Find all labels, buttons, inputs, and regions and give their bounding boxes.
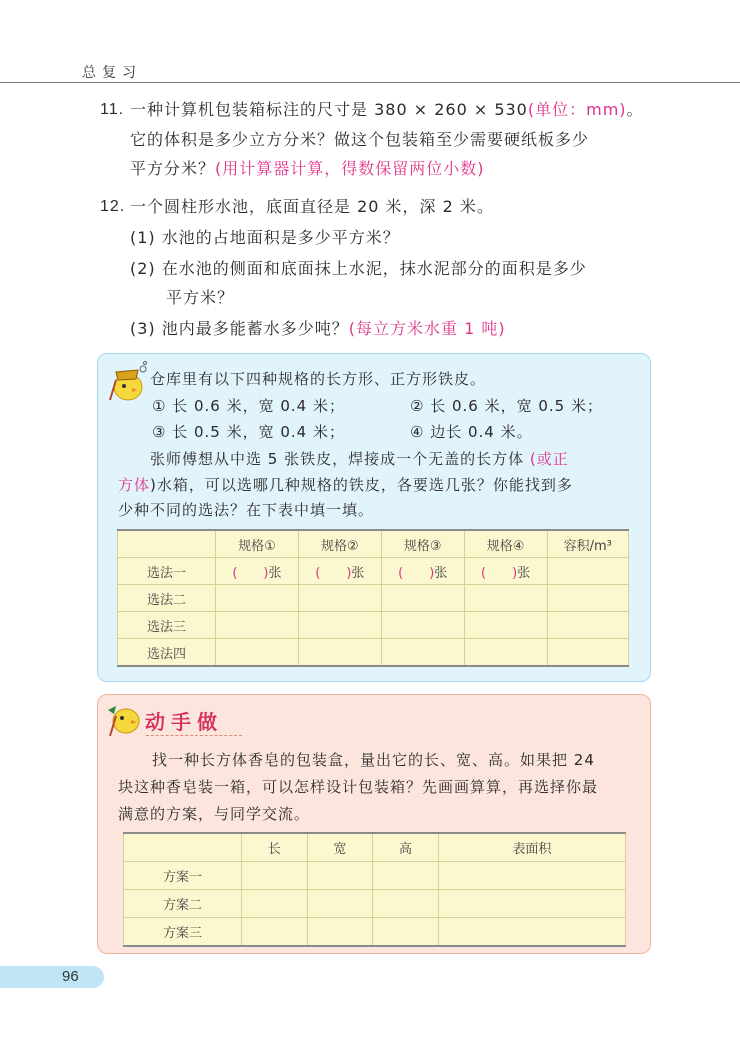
count-cell[interactable] xyxy=(298,612,381,639)
hands-on-heading: 动手做 xyxy=(145,710,223,734)
pink-p2: 块这种香皂装一箱，可以怎样设计包装箱？先画画算算，再选择你最 xyxy=(118,778,599,796)
thinking-chick-icon xyxy=(104,360,148,404)
table-row xyxy=(124,862,626,890)
chick-mascot-icon xyxy=(104,702,144,738)
count-cell[interactable] xyxy=(464,612,547,639)
count-cell[interactable] xyxy=(216,558,299,585)
q11-line3 xyxy=(130,156,485,182)
value-cell[interactable] xyxy=(438,918,625,947)
table-header-cell: 规格① xyxy=(216,530,299,558)
row-label: 选法三 xyxy=(118,612,216,639)
header-rule xyxy=(0,82,740,83)
pink-p1: 找一种长方体香皂的包装盒，量出它的长、宽、高。如果把 24 xyxy=(152,751,595,769)
blue-p2-pink: 方体 xyxy=(118,476,151,494)
q12-number: 12. xyxy=(100,198,126,215)
row-label: 选法二 xyxy=(118,585,216,612)
count-cell[interactable] xyxy=(381,639,464,667)
q12-sub1: (1) 水池的占地面积是多少平方米？ xyxy=(130,228,400,247)
count-cell[interactable] xyxy=(298,558,381,585)
q12-line1: 一个圆柱形水池，底面直径是 20 米，深 2 米。 xyxy=(130,197,494,216)
table-header-cell: 长 xyxy=(242,833,308,862)
spec-4: ④ 边长 0.4 米。 xyxy=(410,423,533,441)
table-header-cell xyxy=(118,530,216,558)
row-label: 方案一 xyxy=(124,862,242,890)
blank-paren: ( ) xyxy=(232,565,269,581)
value-cell[interactable] xyxy=(242,918,308,947)
value-cell[interactable] xyxy=(242,890,308,918)
count-cell[interactable] xyxy=(216,639,299,667)
q11-unit-note: (单位：mm) xyxy=(527,100,627,119)
q11-line2: 它的体积是多少立方分米？做这个包装箱至少需要硬纸板多少 xyxy=(130,130,590,149)
count-cell[interactable] xyxy=(381,612,464,639)
blue-p2-text: )水箱，可以选哪几种规格的铁皮，各要选几张？你能找到多 xyxy=(150,476,573,494)
value-cell[interactable] xyxy=(373,918,439,947)
table-header-cell: 表面积 xyxy=(438,833,625,862)
table-header-cell: 宽 xyxy=(307,833,373,862)
count-cell[interactable] xyxy=(464,558,547,585)
unit-label: 张 xyxy=(434,565,448,581)
value-cell[interactable] xyxy=(307,862,373,890)
page-number: 96 xyxy=(62,968,79,985)
row-label: 选法一 xyxy=(118,558,216,585)
blue-p1-pink: (或正 xyxy=(529,450,569,468)
count-cell[interactable] xyxy=(216,612,299,639)
table-header-cell xyxy=(124,833,242,862)
count-cell[interactable] xyxy=(464,585,547,612)
heading-dashed-line xyxy=(146,735,242,737)
blue-p1 xyxy=(150,446,569,472)
row-label: 方案二 xyxy=(124,890,242,918)
unit-label: 张 xyxy=(351,565,365,581)
table-row xyxy=(124,890,626,918)
table-header-cell: 规格④ xyxy=(464,530,547,558)
volume-cell[interactable] xyxy=(547,612,628,639)
blank-paren: ( ) xyxy=(315,565,352,581)
q12-sub3 xyxy=(130,316,506,342)
q12-sub2b: 平方米？ xyxy=(166,288,235,307)
table-header-cell: 规格③ xyxy=(381,530,464,558)
table-row xyxy=(118,612,629,639)
table-header-cell: 容积/m³ xyxy=(547,530,628,558)
table-row xyxy=(118,558,629,585)
row-label: 方案三 xyxy=(124,918,242,947)
packing-plan-table xyxy=(123,832,626,947)
blue-intro: 仓库里有以下四种规格的长方形、正方形铁皮。 xyxy=(150,370,487,388)
volume-cell[interactable] xyxy=(547,585,628,612)
row-label: 选法四 xyxy=(118,639,216,667)
q12-sub2a: (2) 在水池的侧面和底面抹上水泥，抹水泥部分的面积是多少 xyxy=(130,259,587,278)
volume-cell[interactable] xyxy=(547,639,628,667)
value-cell[interactable] xyxy=(307,918,373,947)
count-cell[interactable] xyxy=(298,585,381,612)
count-cell[interactable] xyxy=(381,558,464,585)
unit-label: 张 xyxy=(268,565,282,581)
volume-cell[interactable] xyxy=(547,558,628,585)
value-cell[interactable] xyxy=(438,862,625,890)
q11-line3-text: 平方分米？ xyxy=(130,159,216,178)
table-row xyxy=(118,585,629,612)
q11-number: 11. xyxy=(100,101,125,118)
value-cell[interactable] xyxy=(438,890,625,918)
spec-3: ③ 长 0.5 米，宽 0.4 米； xyxy=(152,423,345,441)
q11-line1-text: 一种计算机包装箱标注的尺寸是 380 × 260 × 530 xyxy=(130,100,528,119)
spec-2: ② 长 0.6 米，宽 0.5 米； xyxy=(410,397,603,415)
blank-paren: ( ) xyxy=(398,565,435,581)
header-title: 总复习 xyxy=(82,65,142,81)
table-header-cell: 高 xyxy=(373,833,439,862)
page-number-tab xyxy=(0,966,104,988)
blank-paren: ( ) xyxy=(481,565,518,581)
pink-p3: 满意的方案，与同学交流。 xyxy=(118,805,311,823)
value-cell[interactable] xyxy=(373,862,439,890)
value-cell[interactable] xyxy=(307,890,373,918)
blue-p1-text: 张师傅想从中选 5 张铁皮，焊接成一个无盖的长方体 xyxy=(150,450,525,468)
count-cell[interactable] xyxy=(464,639,547,667)
blue-p3: 少种不同的选法？在下表中填一填。 xyxy=(118,501,375,519)
count-cell[interactable] xyxy=(298,639,381,667)
q11-calc-note: (用计算器计算，得数保留两位小数) xyxy=(215,159,485,178)
q11-line1 xyxy=(130,97,644,123)
value-cell[interactable] xyxy=(373,890,439,918)
q12-sub3-text: (3) 池内最多能蓄水多少吨？ xyxy=(130,319,349,338)
table-header-cell: 规格② xyxy=(298,530,381,558)
value-cell[interactable] xyxy=(242,862,308,890)
table-row xyxy=(124,918,626,947)
selection-table xyxy=(117,529,629,667)
count-cell[interactable] xyxy=(381,585,464,612)
unit-label: 张 xyxy=(517,565,531,581)
count-cell[interactable] xyxy=(216,585,299,612)
blue-p2 xyxy=(118,472,573,498)
q11-line1-end: 。 xyxy=(626,100,644,119)
q12-water-note: (每立方米水重 1 吨) xyxy=(348,319,506,338)
spec-1: ① 长 0.6 米，宽 0.4 米； xyxy=(152,397,345,415)
table-row xyxy=(118,639,629,667)
